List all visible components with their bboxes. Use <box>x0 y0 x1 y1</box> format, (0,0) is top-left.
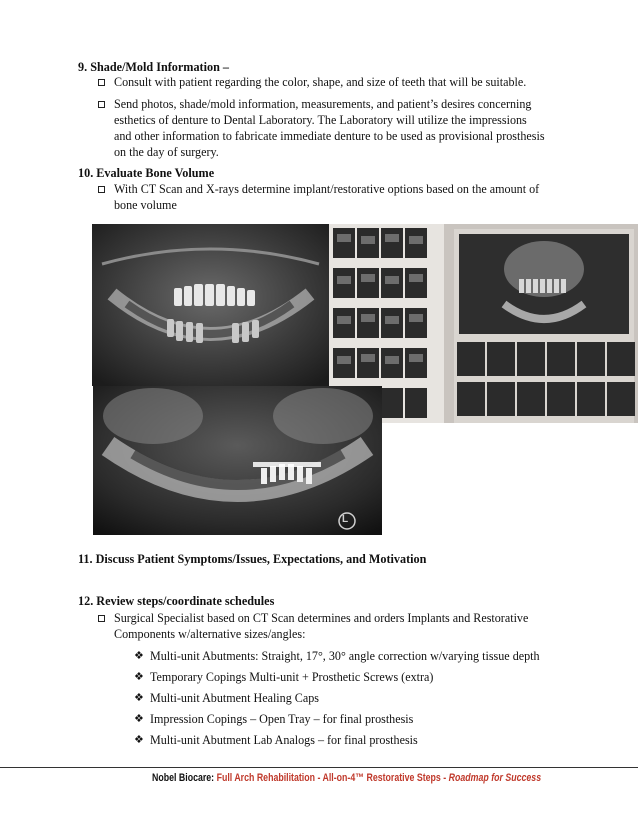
subitem: Multi-unit Abutments: Straight, 17°, 30° angle correction w/varying tissue depth <box>150 649 540 663</box>
text-line: With CT Scan and X-rays determine implant/restorative options based on the amount of <box>114 182 540 196</box>
section-9-heading: 9. Shade/Mold Information – <box>78 60 230 74</box>
section-10-heading: 10. Evaluate Bone Volume <box>78 166 215 180</box>
diamond-bullet-icon: ❖ <box>134 734 144 746</box>
xray-side-marker: L <box>342 514 349 525</box>
section-12-heading: 12. Review steps/coordinate schedules <box>78 594 275 608</box>
text-line: Components w/alternative sizes/angles: <box>114 627 306 641</box>
text-line: esthetics of denture to Dental Laboratory. The Laboratory will utilize the impressions <box>114 113 527 127</box>
checkbox-bullet-icon <box>98 615 105 622</box>
text-line: Send photos, shade/mold information, measurements, and patient’s desires concerning <box>114 97 532 111</box>
text-line: Surgical Specialist based on CT Scan determines and orders Implants and Restorative <box>114 611 529 625</box>
footer-brand: Nobel Biocare: <box>152 772 215 784</box>
subitem: Multi-unit Abutment Lab Analogs – for final prosthesis <box>150 733 418 747</box>
text-line: bone volume <box>114 198 177 212</box>
text-line: on the day of surgery. <box>114 145 219 159</box>
diamond-bullet-icon: ❖ <box>134 692 144 704</box>
panoramic-xray-image <box>92 224 329 386</box>
subitem: Temporary Copings Multi-unit + Prosthetic Screws (extra) <box>150 670 434 684</box>
section-11-heading: 11. Discuss Patient Symptoms/Issues, Expectations, and Motivation <box>78 552 427 566</box>
section-12-bullet <box>114 610 614 642</box>
checkbox-bullet-icon <box>98 79 105 86</box>
section-10-bullet <box>114 181 614 213</box>
subitem: Multi-unit Abutment Healing Caps <box>150 691 319 705</box>
text-line: and other information to fabricate immediate denture to be used as provisional prosthesis <box>114 129 545 143</box>
footer-title: Full Arch Rehabilitation - All-on-4™ Restorative Steps - <box>216 772 447 784</box>
page-footer <box>152 772 541 784</box>
diamond-bullet-icon: ❖ <box>134 650 144 662</box>
section-9-bullet-2 <box>114 96 614 160</box>
lower-jaw-xray-image <box>93 386 382 535</box>
section-9-bullet-1: Consult with patient regarding the color, shape, and size of teeth that will be suitable. <box>114 75 527 89</box>
footer-tagline: Roadmap for Success <box>448 772 542 784</box>
diamond-bullet-icon: ❖ <box>134 671 144 683</box>
diamond-bullet-icon: ❖ <box>134 713 144 725</box>
checkbox-bullet-icon <box>98 101 105 108</box>
footer-divider <box>0 767 638 768</box>
subitem: Impression Copings – Open Tray – for final prosthesis <box>150 712 414 726</box>
checkbox-bullet-icon <box>98 186 105 193</box>
